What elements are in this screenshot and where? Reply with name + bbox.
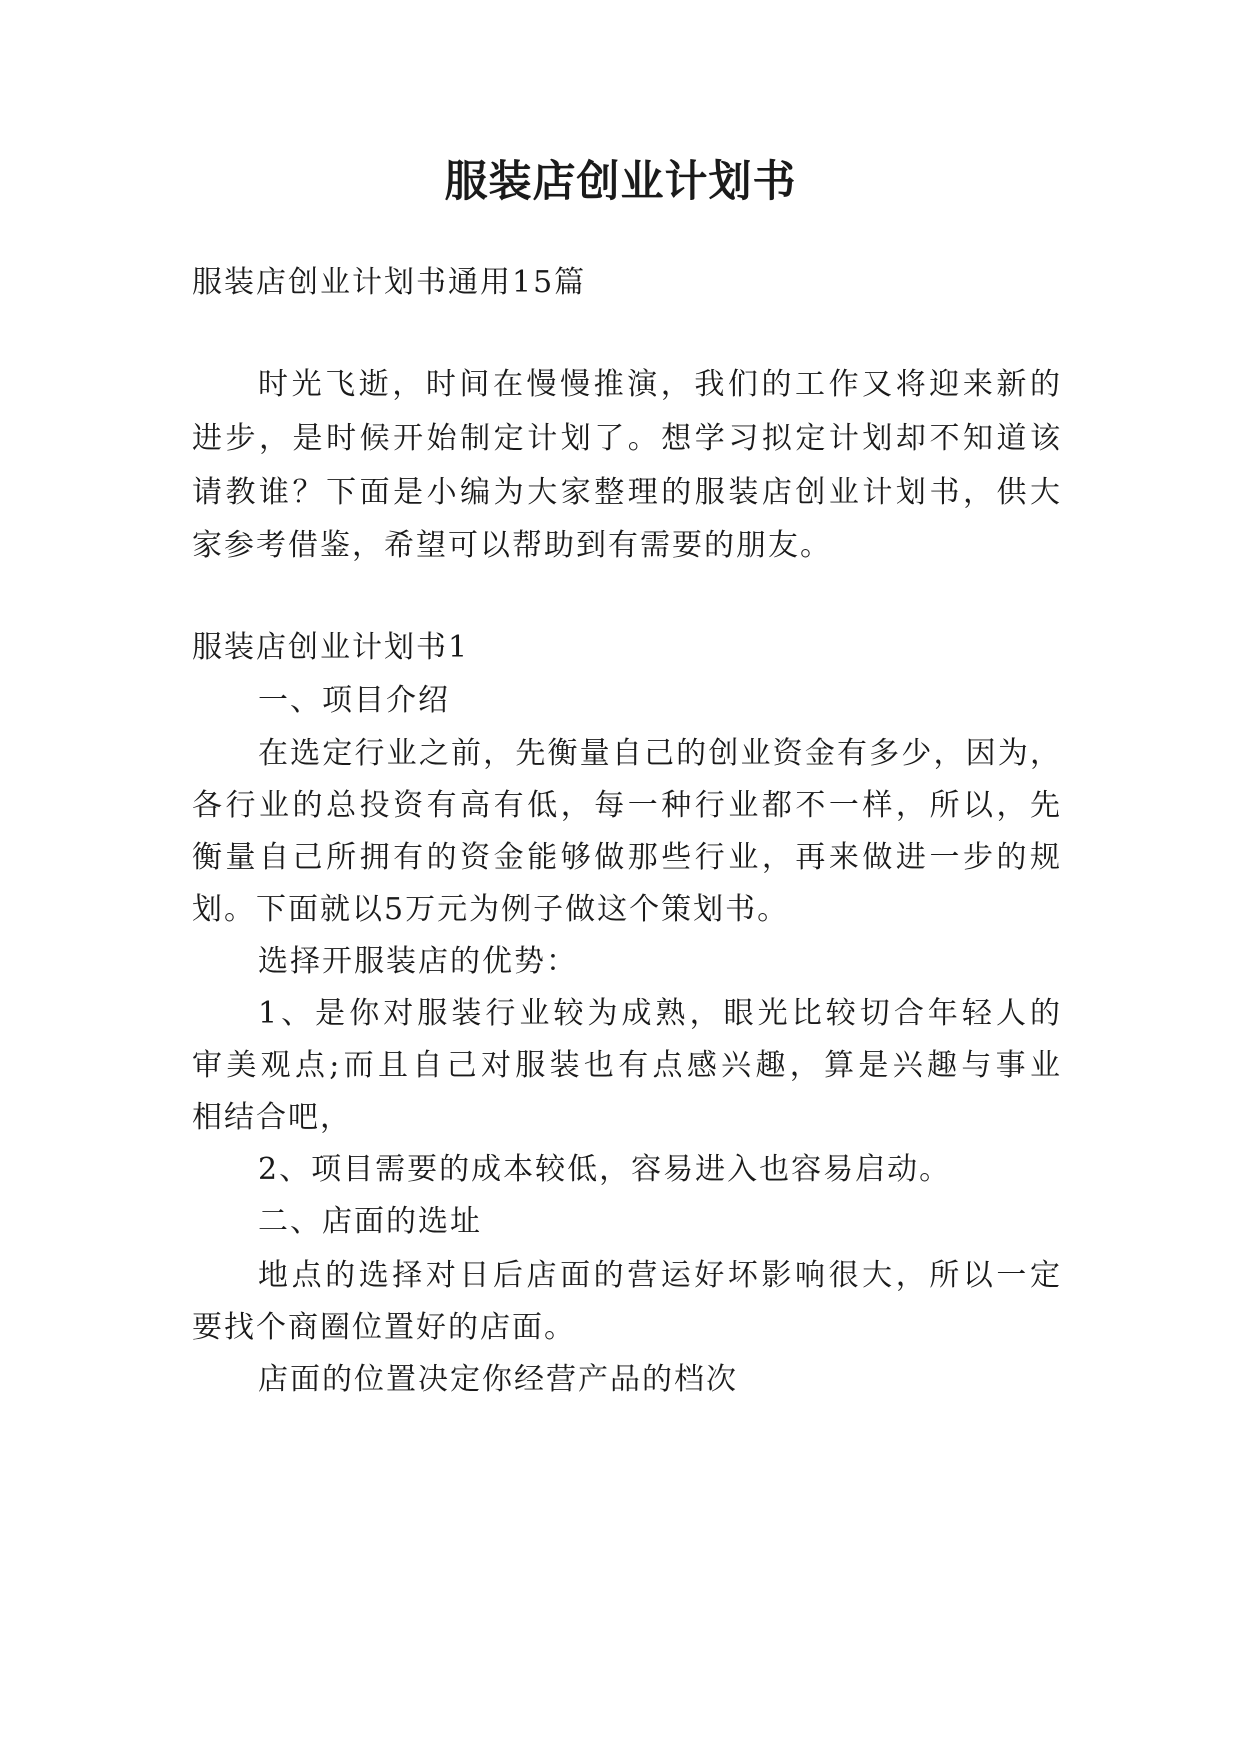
- document-title: 服装店创业计划书: [444, 157, 797, 207]
- document-subtitle: 服装店创业计划书通用15篇: [192, 265, 587, 300]
- location-note: 店面的位置决定你经营产品的档次: [258, 1362, 738, 1397]
- location-line: 要找个商圈位置好的店面。: [192, 1310, 576, 1345]
- heading-location: 二、店面的选址: [258, 1204, 482, 1239]
- project-line: 划。下面就以5万元为例子做这个策划书。: [192, 892, 790, 927]
- advantage-1-line: 相结合吧，: [192, 1100, 352, 1135]
- intro-line: 时光飞逝，时间在慢慢推演，我们的工作又将迎来新的: [258, 367, 1062, 402]
- section-heading: 服装店创业计划书1: [192, 630, 470, 665]
- intro-line: 家参考借鉴，希望可以帮助到有需要的朋友。: [192, 528, 832, 563]
- project-line: 在选定行业之前，先衡量自己的创业资金有多少，因为，: [258, 736, 1062, 771]
- project-line: 衡量自己所拥有的资金能够做那些行业，再来做进一步的规: [192, 840, 1062, 875]
- location-line: 地点的选择对日后店面的营运好坏影响很大，所以一定: [258, 1258, 1062, 1293]
- advantage-heading: 选择开服装店的优势：: [258, 944, 578, 979]
- advantage-2-paragraph: 2、项目需要的成本较低，容易进入也容易启动。: [258, 1152, 952, 1187]
- intro-line: 请教谁？下面是小编为大家整理的服装店创业计划书，供大: [192, 475, 1062, 510]
- intro-line: 进步，是时候开始制定计划了。想学习拟定计划却不知道该: [192, 421, 1062, 456]
- heading-project-intro: 一、项目介绍: [258, 683, 450, 718]
- advantage-1-line: 1、是你对服装行业较为成熟，眼光比较切合年轻人的: [258, 996, 1062, 1031]
- project-line: 各行业的总投资有高有低，每一种行业都不一样，所以，先: [192, 788, 1062, 823]
- advantage-1-line: 审美观点;而且自己对服装也有点感兴趣，算是兴趣与事业: [192, 1048, 1062, 1083]
